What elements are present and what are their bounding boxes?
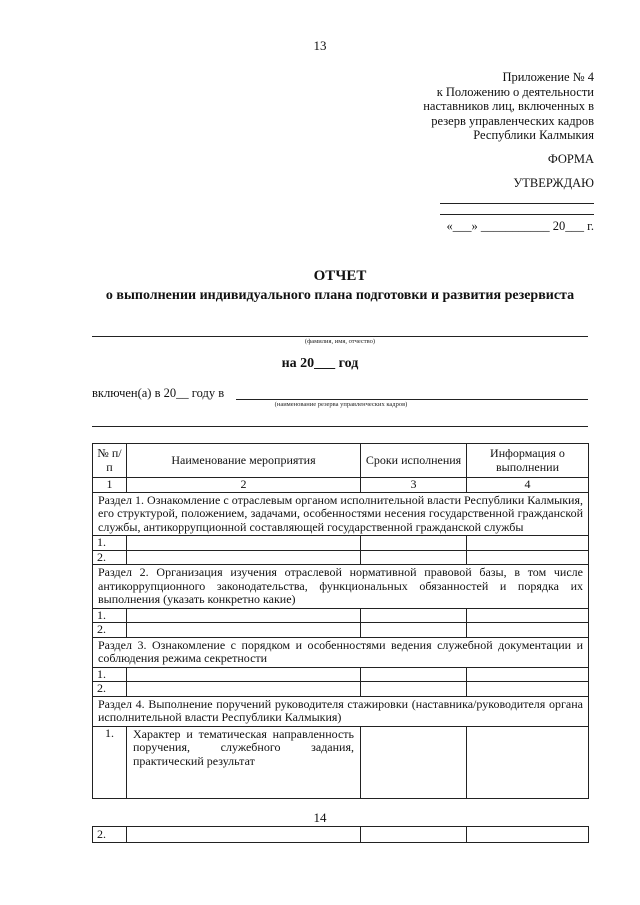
row-number: 2. bbox=[93, 827, 127, 843]
section-row bbox=[93, 565, 589, 609]
name-line bbox=[92, 336, 588, 337]
section-row bbox=[93, 696, 589, 726]
reserve-line bbox=[236, 399, 588, 400]
table-row bbox=[93, 726, 589, 798]
column-number: 2 bbox=[127, 478, 361, 493]
approval-date: «___» ___________ 20___ г. bbox=[446, 219, 594, 233]
appendix-line: Приложение № 4 bbox=[502, 70, 594, 84]
appendix-note bbox=[334, 70, 594, 143]
signature-line bbox=[440, 214, 594, 215]
table-row bbox=[93, 827, 589, 843]
appendix-line: к Положению о деятельности bbox=[436, 84, 594, 99]
section-3-title: Раздел 3. Ознакомление с порядком и особенностями ведения служебной документации и соблюдения режима секретности bbox=[93, 637, 589, 667]
table-row bbox=[93, 608, 589, 623]
row-number: 2. bbox=[93, 623, 127, 638]
section-1-title: Раздел 1. Ознакомление с отраслевым органом исполнительной власти Республики Калмыкия, его структурой, положением, задачами, особенностями несения государственной гражданской службы, антикоррупционной составляющей государственной гражданской службы bbox=[93, 492, 589, 536]
signature-line bbox=[440, 203, 594, 204]
document-title: ОТЧЕТ bbox=[313, 268, 367, 284]
section-row bbox=[93, 637, 589, 667]
column-number: 4 bbox=[467, 478, 589, 493]
included-text: включен(а) в 20__ году в bbox=[92, 386, 225, 400]
section-4-item-1: Характер и тематическая направленность поручения, служебного задания, практический результат bbox=[127, 726, 361, 798]
table-header-row bbox=[93, 444, 589, 478]
table-row bbox=[93, 550, 589, 565]
row-number: 1. bbox=[93, 536, 127, 551]
reserve-line-2 bbox=[92, 426, 588, 427]
approve-label: УТВЕРЖДАЮ bbox=[513, 176, 594, 190]
header-cell: Наименование мероприятия bbox=[127, 444, 361, 478]
column-number: 1 bbox=[93, 478, 127, 493]
reserve-caption: (наименование резерва управленческих кадров) bbox=[274, 401, 408, 408]
column-number-row bbox=[93, 478, 589, 493]
page-number-top: 13 bbox=[313, 38, 327, 53]
plan-table-continued bbox=[92, 826, 589, 843]
row-number: 1. bbox=[93, 667, 127, 682]
table-row bbox=[93, 623, 589, 638]
row-number: 2. bbox=[93, 550, 127, 565]
section-2-title: Раздел 2. Организация изучения отраслевой нормативной правовой базы, в том числе антикоррупционного законодательства, функциональных обязанностей и порядка их выполнения (указать конкретно какие) bbox=[93, 565, 589, 609]
document-subtitle: о выполнении индивидуального плана подготовки и развития резервиста bbox=[105, 288, 575, 303]
report-year: на 20___ год bbox=[281, 356, 359, 371]
row-number: 2. bbox=[93, 682, 127, 697]
section-4-title: Раздел 4. Выполнение поручений руководителя стажировки (наставника/руководителя органа исполнительной власти Республики Калмыкия) bbox=[93, 696, 589, 726]
header-cell: Информация о выполнении bbox=[467, 444, 589, 478]
row-number: 1. bbox=[93, 726, 127, 798]
header-cell: № п/п bbox=[93, 444, 127, 478]
name-caption: (фамилия, имя, отчество) bbox=[304, 338, 376, 345]
page-number-bottom: 14 bbox=[313, 810, 327, 825]
section-row bbox=[93, 492, 589, 536]
table-row bbox=[93, 536, 589, 551]
header-cell: Сроки исполнения bbox=[361, 444, 467, 478]
row-number: 1. bbox=[93, 608, 127, 623]
table-row bbox=[93, 682, 589, 697]
appendix-line: Республики Калмыкия bbox=[473, 128, 594, 142]
form-label: ФОРМА bbox=[547, 152, 594, 166]
column-number: 3 bbox=[361, 478, 467, 493]
plan-table bbox=[92, 443, 589, 799]
table-row bbox=[93, 667, 589, 682]
appendix-line: наставников лиц, включенных в bbox=[423, 99, 594, 113]
appendix-line: резерв управленческих кадров bbox=[431, 113, 594, 128]
